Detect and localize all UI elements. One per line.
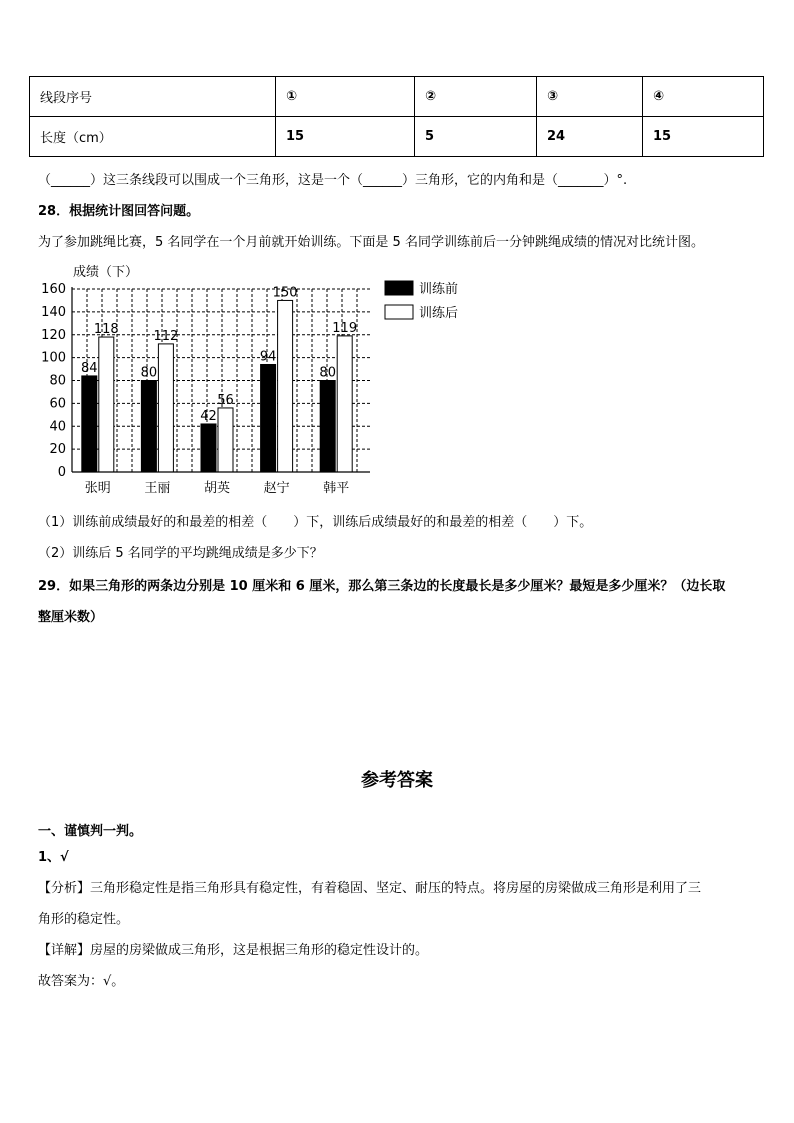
y-tick-label: 100 xyxy=(41,350,66,366)
data-label: 112 xyxy=(153,328,179,344)
q27-tail-text: （______）这三条线段可以围成一个三角形，这是一个（______）三角形，它的内角和是（_______）°. xyxy=(38,173,628,188)
x-category-label: 王丽 xyxy=(144,481,171,496)
data-label: 118 xyxy=(93,322,119,338)
y-tick-label: 80 xyxy=(49,373,66,389)
answers-section: 一、谨慎判一判。 xyxy=(38,824,143,839)
table-cell: ① xyxy=(276,77,415,117)
data-label: 94 xyxy=(259,349,277,365)
y-tick-label: 20 xyxy=(49,442,66,458)
bar xyxy=(99,337,114,472)
data-label: 150 xyxy=(272,285,298,301)
q28-title: 28．根据统计图回答问题。 xyxy=(38,204,200,219)
bar-chart xyxy=(40,258,480,504)
q28-sub2: （2）训练后 5 名同学的平均跳绳成绩是多少下？ xyxy=(38,546,323,561)
table-cell: 15 xyxy=(276,117,415,157)
legend-swatch xyxy=(385,305,413,319)
y-axis-label: 成绩（下） xyxy=(73,265,139,280)
bar xyxy=(158,344,173,472)
legend-swatch xyxy=(385,281,413,295)
table-cell: 24 xyxy=(537,117,643,157)
analysis-line-2: 角形的稳定性。 xyxy=(38,912,130,927)
bar xyxy=(337,336,352,472)
data-label: 42 xyxy=(200,408,217,424)
x-category-label: 胡英 xyxy=(203,481,231,496)
answers-title: 参考答案 xyxy=(361,770,433,791)
bar xyxy=(218,408,233,472)
data-label: 80 xyxy=(319,365,336,381)
table-cell: ④ xyxy=(643,77,764,117)
bar xyxy=(261,364,276,472)
table-row xyxy=(30,117,764,157)
table-cell: 长度（cm） xyxy=(30,117,276,157)
segment-table xyxy=(29,76,764,157)
bar xyxy=(278,300,293,472)
conclusion-line: 故答案为：√。 xyxy=(38,974,125,989)
legend-label: 训练前 xyxy=(419,282,459,297)
q29-line2: 整厘米数） xyxy=(38,610,104,625)
table-cell: 5 xyxy=(415,117,537,157)
table-row xyxy=(30,77,764,117)
y-tick-label: 160 xyxy=(41,282,66,297)
bar xyxy=(141,381,156,473)
y-tick-label: 60 xyxy=(49,396,66,412)
chart-legend xyxy=(385,281,458,321)
y-tick-label: 140 xyxy=(41,304,66,320)
table-cell: ② xyxy=(415,77,537,117)
q28-intro: 为了参加跳绳比赛，5 名同学在一个月前就开始训练。下面是 5 名同学训练前后一分钟跳绳成绩的情况对比统计图。 xyxy=(38,235,704,250)
q28-sub1: （1）训练前成绩最好的和最差的相差（ ）下，训练后成绩最好的和最差的相差（ ）下。 xyxy=(38,515,593,530)
detail-line: 【详解】房屋的房梁做成三角形，这是根据三角形的稳定性设计的。 xyxy=(38,943,429,958)
x-category-label: 张明 xyxy=(84,481,111,496)
y-tick-label: 0 xyxy=(57,465,66,480)
bar xyxy=(201,424,216,472)
x-category-label: 赵宁 xyxy=(263,481,290,496)
q29-line1: 29．如果三角形的两条边分别是 10 厘米和 6 厘米，那么第三条边的长度最长是多少厘米？最短是多少厘米？（边长取 xyxy=(38,579,726,594)
y-tick-label: 40 xyxy=(49,419,66,435)
analysis-line-1: 【分析】三角形稳定性是指三角形具有稳定性，有着稳固、坚定、耐压的特点。将房屋的房梁做成三角形是利用了三 xyxy=(38,881,702,896)
y-tick-label: 120 xyxy=(41,327,66,343)
table-cell: ③ xyxy=(537,77,643,117)
data-label: 119 xyxy=(332,320,358,336)
table-cell: 线段序号 xyxy=(30,77,276,117)
data-label: 84 xyxy=(81,360,98,376)
data-label: 80 xyxy=(140,365,158,381)
answer-item-1: 1、√ xyxy=(38,850,69,865)
table-cell: 15 xyxy=(643,117,764,157)
bar xyxy=(82,376,97,472)
data-label: 56 xyxy=(217,392,234,408)
x-category-label: 韩平 xyxy=(323,481,350,496)
legend-label: 训练后 xyxy=(419,306,459,321)
bar xyxy=(320,381,335,473)
